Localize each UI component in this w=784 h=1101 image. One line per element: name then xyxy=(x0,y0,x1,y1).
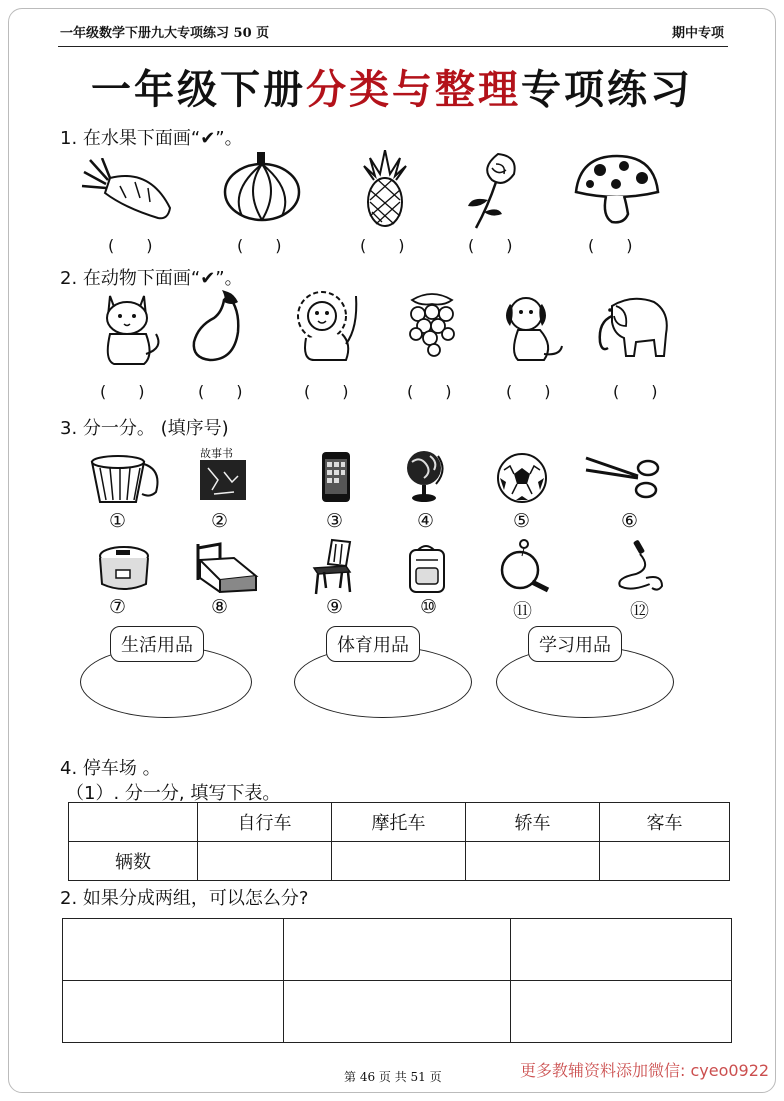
item-number-7: ⑦ xyxy=(109,596,127,618)
lion-icon xyxy=(296,288,362,364)
row-label: 辆数 xyxy=(69,842,198,881)
title-part1: 一年级下册 xyxy=(91,66,306,113)
answer-cell-car[interactable] xyxy=(466,842,600,881)
q2-answer-4[interactable]: ( ) xyxy=(407,382,452,401)
item-number-5: ⑤ xyxy=(513,510,531,532)
q2-answer-6[interactable]: ( ) xyxy=(613,382,658,401)
category-label-sports: 体育用品 xyxy=(326,626,420,662)
table-row xyxy=(69,842,730,881)
header-divider xyxy=(58,46,728,47)
answer-cell-motorcycle[interactable] xyxy=(332,842,466,881)
backpack-icon xyxy=(404,540,450,596)
q1-prompt: 1. 在水果下面画“✔”。 xyxy=(60,128,243,149)
q1-answer-3[interactable]: ( ) xyxy=(360,236,405,255)
item-number-10: ⑩ xyxy=(420,596,438,618)
rice-cooker-icon xyxy=(94,542,154,594)
item-number-6: ⑥ xyxy=(621,510,639,532)
scissors-icon xyxy=(582,448,662,504)
cat-icon xyxy=(100,290,164,368)
item-number-1: ① xyxy=(109,510,127,532)
q4-subprompt: （1）. 分一分, 填写下表。 xyxy=(66,783,281,804)
q4-prompt: 4. 停车场 。 xyxy=(60,758,161,779)
answer-cell[interactable] xyxy=(284,981,511,1043)
storybook-label: 故事书 xyxy=(200,447,233,460)
item-number-4: ④ xyxy=(417,510,435,532)
item-number-8: ⑧ xyxy=(211,596,229,618)
jump-rope-icon xyxy=(606,538,666,594)
pumpkin-icon xyxy=(222,150,302,222)
q1-answer-5[interactable]: ( ) xyxy=(588,236,633,255)
answer-cell[interactable] xyxy=(511,981,732,1043)
parking-table xyxy=(68,802,730,881)
answer-cell[interactable] xyxy=(284,919,511,981)
phone-icon xyxy=(320,450,352,504)
q1-answer-1[interactable]: ( ) xyxy=(108,236,153,255)
column-header: 客车 xyxy=(600,803,730,842)
item-number-11: ⑪ xyxy=(513,600,533,622)
table-header-row xyxy=(69,803,730,842)
q3-prompt: 3. 分一分。 (填序号) xyxy=(60,418,229,439)
answer-cell-bicycle[interactable] xyxy=(198,842,332,881)
chair-icon xyxy=(310,538,354,596)
bed-icon xyxy=(190,540,262,596)
answer-cell[interactable] xyxy=(63,919,284,981)
category-label-study: 学习用品 xyxy=(528,626,622,662)
title-part2: 分类与整理 xyxy=(306,66,521,113)
q1-answer-4[interactable]: ( ) xyxy=(468,236,513,255)
item-number-2: ② xyxy=(211,510,229,532)
q2-answer-3[interactable]: ( ) xyxy=(304,382,349,401)
rose-icon xyxy=(462,150,526,230)
item-number-12: ⑫ xyxy=(630,600,650,622)
watermark: 更多教辅资料添加微信: cyeo0922 xyxy=(520,1061,770,1080)
page-title xyxy=(0,58,784,115)
soccer-ball-icon xyxy=(496,452,550,504)
bucket-icon xyxy=(86,448,162,506)
puppy-icon xyxy=(500,290,566,364)
q1-answer-2[interactable]: ( ) xyxy=(237,236,282,255)
column-header: 自行车 xyxy=(198,803,332,842)
column-header: 摩托车 xyxy=(332,803,466,842)
grapes-icon xyxy=(404,290,460,366)
header-right: 期中专项 xyxy=(672,26,725,41)
storybook-icon xyxy=(198,446,250,502)
q2-answer-2[interactable]: ( ) xyxy=(198,382,243,401)
category-label-daily: 生活用品 xyxy=(110,626,204,662)
q2-answer-5[interactable]: ( ) xyxy=(506,382,551,401)
q2-prompt: 2. 在动物下面画“✔”。 xyxy=(60,268,243,289)
table-row xyxy=(63,981,732,1043)
table-row xyxy=(63,919,732,981)
item-number-9: ⑨ xyxy=(326,596,344,618)
q2-answer-1[interactable]: ( ) xyxy=(100,382,145,401)
table-corner-cell xyxy=(69,803,198,842)
mushroom-icon xyxy=(572,152,662,226)
answer-cell[interactable] xyxy=(511,919,732,981)
eggplant-icon xyxy=(188,288,248,364)
elephant-icon xyxy=(592,292,672,362)
header-left: 一年级数学下册九大专项练习 50 页 xyxy=(60,26,270,41)
answer-cell-bus[interactable] xyxy=(600,842,730,881)
title-part3: 专项练习 xyxy=(521,66,693,113)
pineapple-icon xyxy=(360,150,410,228)
column-header: 轿车 xyxy=(466,803,600,842)
page-footer: 第 46 页 共 51 页 xyxy=(344,1070,442,1084)
answer-cell[interactable] xyxy=(63,981,284,1043)
globe-icon xyxy=(404,448,446,504)
grouping-table xyxy=(62,918,732,1043)
item-number-3: ③ xyxy=(326,510,344,532)
q5-prompt: 2. 如果分成两组，可以怎么分? xyxy=(60,888,309,909)
ping-pong-icon xyxy=(498,536,556,594)
carrot-icon xyxy=(80,158,175,228)
